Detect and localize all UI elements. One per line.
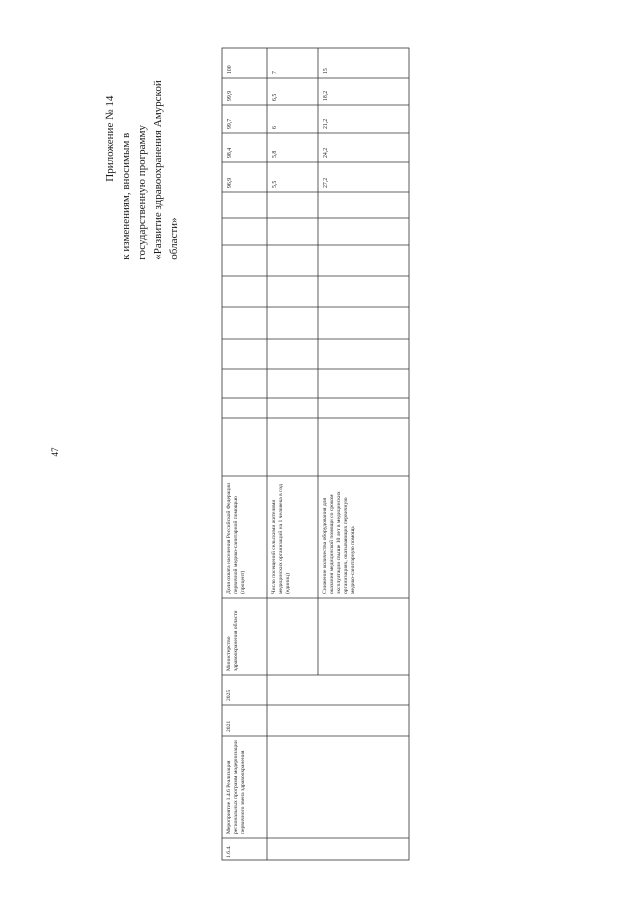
annex-line: к изменениям, вносимым в [120,132,132,260]
indicator-name: Число посещений сельскими жителями медицинских организаций на 1 человека в год (единиц) [271,484,291,594]
indicator-value: 6 [272,126,278,129]
indicator-value: 21,2 [323,118,329,129]
indicator-name: Доля охвата населения Российской Федерации первичной медико-санитарной помощью (процент) [226,482,246,594]
year-end: 2025 [226,689,232,701]
indicator-value: 7 [272,71,278,74]
indicator-value: 24,2 [323,147,329,158]
annex-title: Приложение № 14 [104,95,116,182]
indicator-value: 99,9 [227,90,233,101]
indicator-value: 27,2 [323,177,329,188]
annex-line: области» [168,217,180,260]
row-number: 1.6.4. [226,845,232,858]
measure-name: Мероприятие 1.4.6 Реализация региональных программ модернизации первичного звена здравоохранения [226,740,246,834]
year-start: 2021 [226,720,232,732]
indicator-value: 96,9 [227,177,233,188]
indicator-value: 99,7 [227,118,233,129]
annex-line: государственную программу [136,125,148,260]
indicator-name: Снижение количества оборудования для оказания медицинской помощи со сроком эксплуатации свыше 10 лет в медицинских организациях, оказывающих первичную медико-санитарную помощь [322,491,356,594]
executor: Министерство здравоохранения области [226,610,239,671]
indicator-value: 5,5 [272,180,278,188]
indicator-value: 5,8 [272,150,278,158]
page-number: 47 [50,447,60,457]
annex-line: «Развитие здравоохранения Амурской [152,80,164,260]
indicator-value: 15 [323,68,329,74]
indicator-value: 98,4 [227,147,233,158]
indicator-value: 18,2 [323,90,329,101]
indicator-value: 100 [227,65,233,74]
indicator-value: 6,5 [272,93,278,101]
